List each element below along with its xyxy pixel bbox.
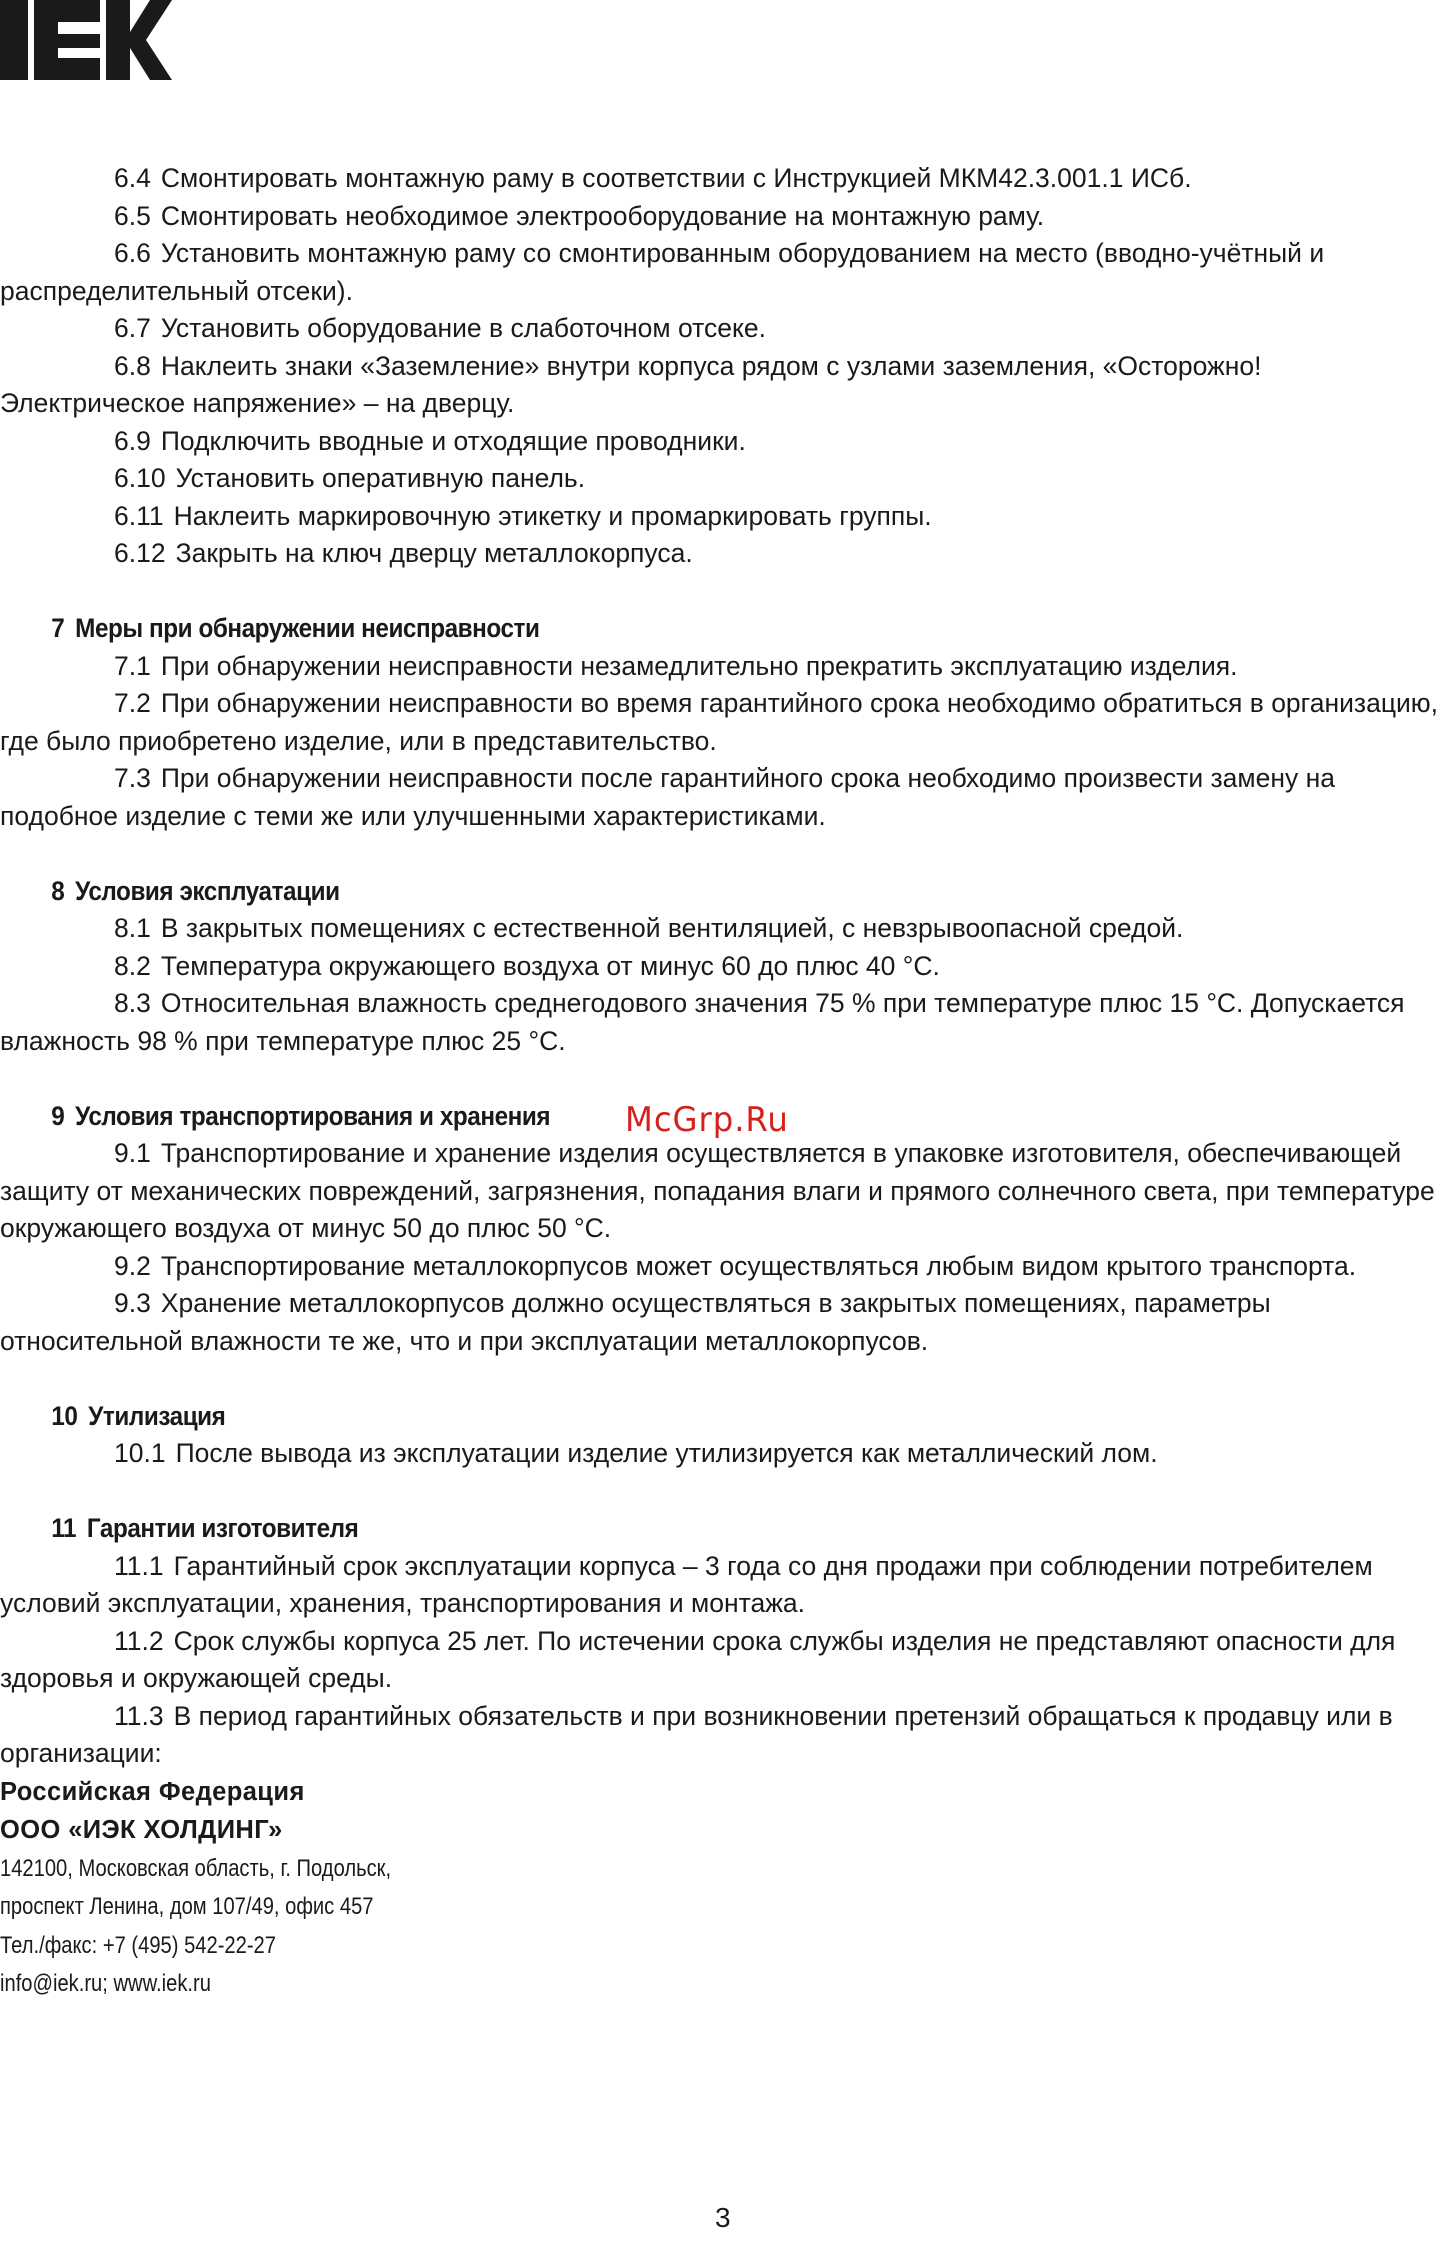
- section-heading: [0, 1398, 1301, 1436]
- item-number: 8.2: [114, 950, 151, 981]
- list-item: [0, 648, 1445, 686]
- section-number: 7: [51, 613, 65, 643]
- section-title: Гарантии изготовителя: [86, 1513, 359, 1543]
- item-text: Транспортирование и хранение изделия осуществляется в упаковке изготовителя, обеспечивающей защиту от механических повреждений, загрязнения, попадания влаги и прямого солнечного света, при температуре окружающего воздуха от минус 50 до плюс 50 °С.: [0, 1138, 1435, 1243]
- contacts-block: [0, 1773, 1445, 2004]
- item-number: 6.11: [114, 500, 164, 531]
- list-item: [0, 948, 1445, 986]
- list-item: [0, 760, 1445, 835]
- section-6-list: [0, 160, 1445, 573]
- item-number: 8.3: [114, 988, 151, 1018]
- section-heading: [0, 873, 1301, 911]
- list-item: [0, 498, 1445, 536]
- item-number: 8.1: [114, 913, 151, 943]
- section-title: Меры при обнаружении неисправности: [75, 613, 540, 643]
- item-text: После вывода из эксплуатации изделие утилизируется как металлический лом.: [175, 1438, 1158, 1468]
- item-number: 7.1: [114, 650, 151, 681]
- section-number: 11: [51, 1513, 77, 1543]
- item-number: 10.1: [114, 1438, 166, 1468]
- list-item: [0, 985, 1445, 1060]
- item-number: 7.3: [114, 763, 151, 793]
- item-text: В закрытых помещениях с естественной вентиляцией, с невзрывоопасной средой.: [160, 913, 1184, 943]
- item-text: При обнаружении неисправности во время гарантийного срока необходимо обратиться в организацию, где было приобретено изделие, или в представительство.: [0, 688, 1439, 756]
- item-number: 7.2: [114, 688, 151, 718]
- page-number: 3: [715, 2202, 731, 2233]
- section-title: Условия транспортирования и хранения: [75, 1100, 551, 1131]
- item-text: Наклеить знаки «Заземление» внутри корпуса рядом с узлами заземления, «Осторожно! Электрическое напряжение» – на дверцу.: [0, 350, 1262, 418]
- item-text: Транспортирование металлокорпусов может осуществляться любым видом крытого транспорта.: [160, 1250, 1357, 1281]
- list-item: [0, 685, 1445, 760]
- watermark: McGrp.Ru: [625, 1100, 789, 1140]
- contact-country: Российская Федерация: [0, 1777, 305, 1806]
- section-number: 8: [51, 875, 65, 906]
- item-number: 11.3: [114, 1700, 164, 1731]
- list-item: [0, 348, 1445, 423]
- item-number: 6.5: [114, 200, 151, 231]
- contact-phone: Тел./факс: +7 (495) 542-22-27: [0, 1931, 276, 1959]
- item-number: 6.9: [114, 425, 151, 456]
- list-item: [0, 535, 1445, 573]
- item-text: В период гарантийных обязательств и при возникновении претензий обращаться к продавцу или в организации:: [0, 1700, 1393, 1768]
- item-text: Хранение металлокорпусов должно осуществляться в закрытых помещениях, параметры относительной влажности те же, что и при эксплуатации металлокорпусов.: [0, 1288, 1271, 1356]
- list-item: [0, 910, 1445, 948]
- item-number: 6.10: [114, 463, 166, 493]
- item-number: 9.1: [114, 1138, 151, 1168]
- section-number: 9: [51, 1100, 65, 1131]
- item-number: 11.1: [114, 1550, 164, 1581]
- section-7: [0, 610, 1445, 835]
- section-heading: [0, 1510, 1301, 1548]
- item-number: 6.8: [114, 350, 151, 381]
- item-text: Установить монтажную раму со смонтированным оборудованием на место (вводно-учётный и распределительный отсеки).: [0, 238, 1325, 306]
- contact-address-line-2: проспект Ленина, дом 107/49, офис 457: [0, 1893, 374, 1920]
- list-item: [0, 460, 1445, 498]
- section-title: Условия эксплуатации: [75, 875, 340, 906]
- list-item: [0, 1248, 1445, 1286]
- item-text: Относительная влажность среднегодового значения 75 % при температуре плюс 15 °С. Допускается влажность 98 % при температуре плюс 25 °С.: [0, 988, 1405, 1056]
- item-text: При обнаружении неисправности после гарантийного срока необходимо произвести замену на подобное изделие с теми же или улучшенными характеристиками.: [0, 763, 1335, 831]
- section-number: 10: [51, 1400, 78, 1431]
- list-item: [0, 310, 1445, 348]
- section-title: Утилизация: [88, 1400, 226, 1431]
- item-text: Подключить вводные и отходящие проводники.: [160, 425, 746, 456]
- list-item: [0, 1548, 1445, 1623]
- list-item: [0, 235, 1445, 310]
- item-text: При обнаружении неисправности незамедлительно прекратить эксплуатацию изделия.: [160, 650, 1238, 681]
- item-text: Установить оборудование в слаботочном отсеке.: [160, 313, 766, 343]
- item-text: Срок службы корпуса 25 лет. По истечении срока службы изделия не представляют опасности для здоровья и окружающей среды.: [0, 1625, 1396, 1693]
- item-number: 6.6: [114, 238, 151, 268]
- list-item: [0, 1435, 1445, 1473]
- item-text: Температура окружающего воздуха от минус 60 до плюс 40 °С.: [160, 950, 940, 981]
- item-number: 6.12: [114, 538, 166, 568]
- contact-web: info@iek.ru; www.iek.ru: [0, 1970, 211, 1997]
- section-10: [0, 1398, 1445, 1473]
- document-body: [0, 160, 1445, 2004]
- list-item: [0, 1698, 1445, 1773]
- list-item: [0, 423, 1445, 461]
- list-item: [0, 198, 1445, 236]
- item-number: 9.3: [114, 1288, 151, 1318]
- list-item: [0, 1285, 1445, 1360]
- item-number: 9.2: [114, 1250, 151, 1281]
- item-text: Смонтировать необходимое электрооборудование на монтажную раму.: [160, 200, 1045, 231]
- section-heading: [0, 610, 1301, 648]
- item-text: Установить оперативную панель.: [175, 463, 586, 493]
- iek-logo: [0, 0, 172, 80]
- item-text: Смонтировать монтажную раму в соответствии с Инструкцией МКМ42.3.001.1 ИСб.: [160, 163, 1192, 193]
- item-number: 6.7: [114, 313, 151, 343]
- list-item: [0, 160, 1445, 198]
- section-11: [0, 1510, 1445, 1773]
- item-text: Закрыть на ключ дверцу металлокорпуса.: [175, 538, 693, 568]
- item-number: 11.2: [114, 1625, 164, 1656]
- item-text: Наклеить маркировочную этикетку и промаркировать группы.: [173, 500, 932, 531]
- item-number: 6.4: [114, 163, 151, 193]
- list-item: [0, 1623, 1445, 1698]
- contact-address-line-1: 142100, Московская область, г. Подольск,: [0, 1854, 392, 1882]
- section-8: [0, 873, 1445, 1061]
- item-text: Гарантийный срок эксплуатации корпуса – 3 года со дня продажи при соблюдении потребителем условий эксплуатации, хранения, транспортирования и монтажа.: [0, 1550, 1373, 1618]
- contact-company: ООО «ИЭК ХОЛДИНГ»: [0, 1816, 283, 1844]
- list-item: [0, 1135, 1445, 1248]
